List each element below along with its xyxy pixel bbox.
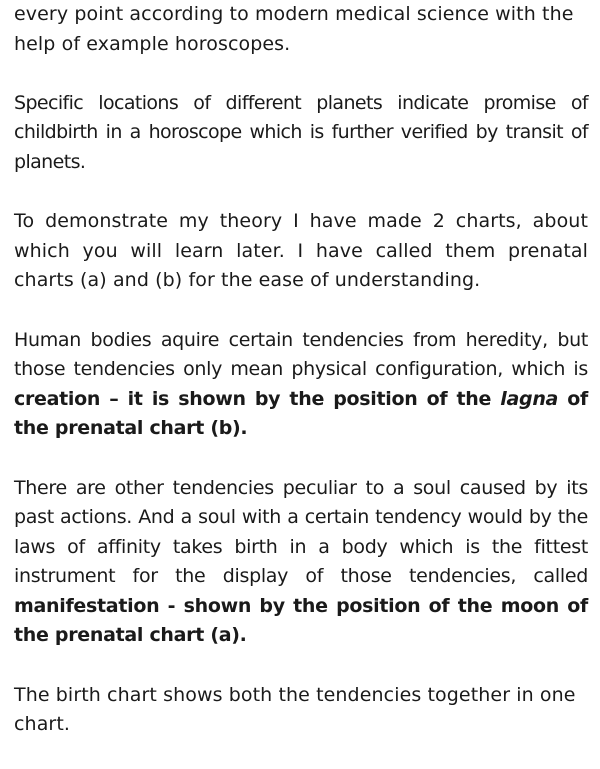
paragraph-6-text: The birth chart shows both the tendencies together in one chart.: [14, 683, 576, 736]
paragraph-5: [14, 474, 588, 652]
paragraph-4-bold-1: creation – it is shown by the position of the: [14, 387, 501, 410]
paragraph-4-text: Human bodies aquire certain tendencies from heredity, but those tendencies only mean physical configuration, which is: [14, 328, 588, 381]
paragraph-5-text: There are other tendencies peculiar to a soul caused by its past actions. And a soul with a certain tendency would by the laws of affinity takes birth in a body which is the fittest instrument for the display of those tendencies, called: [14, 476, 588, 588]
document-page: [14, 0, 588, 769]
paragraph-3-text: To demonstrate my theory I have made 2 charts, about which you will learn later. I have called them prenatal charts (a) and (b) for the ease of understanding.: [14, 210, 588, 292]
paragraph-2: [14, 89, 588, 178]
paragraph-4-bold-2: of the prenatal chart (b).: [14, 387, 588, 440]
paragraph-4-bold-italic: lagna: [500, 387, 559, 410]
paragraph-1: [14, 0, 588, 59]
paragraph-5-bold: manifestation - shown by the position of the moon of the prenatal chart (a).: [14, 594, 588, 647]
paragraph-1-text: every point according to modern medical science with the help of example horoscopes.: [14, 3, 574, 55]
paragraph-2-text: Specific locations of different planets indicate promise of childbirth in a horoscope which is further verified by transit of planets.: [14, 91, 588, 173]
paragraph-6: [14, 681, 588, 740]
paragraph-4: [14, 326, 588, 444]
paragraph-3: [14, 207, 588, 296]
